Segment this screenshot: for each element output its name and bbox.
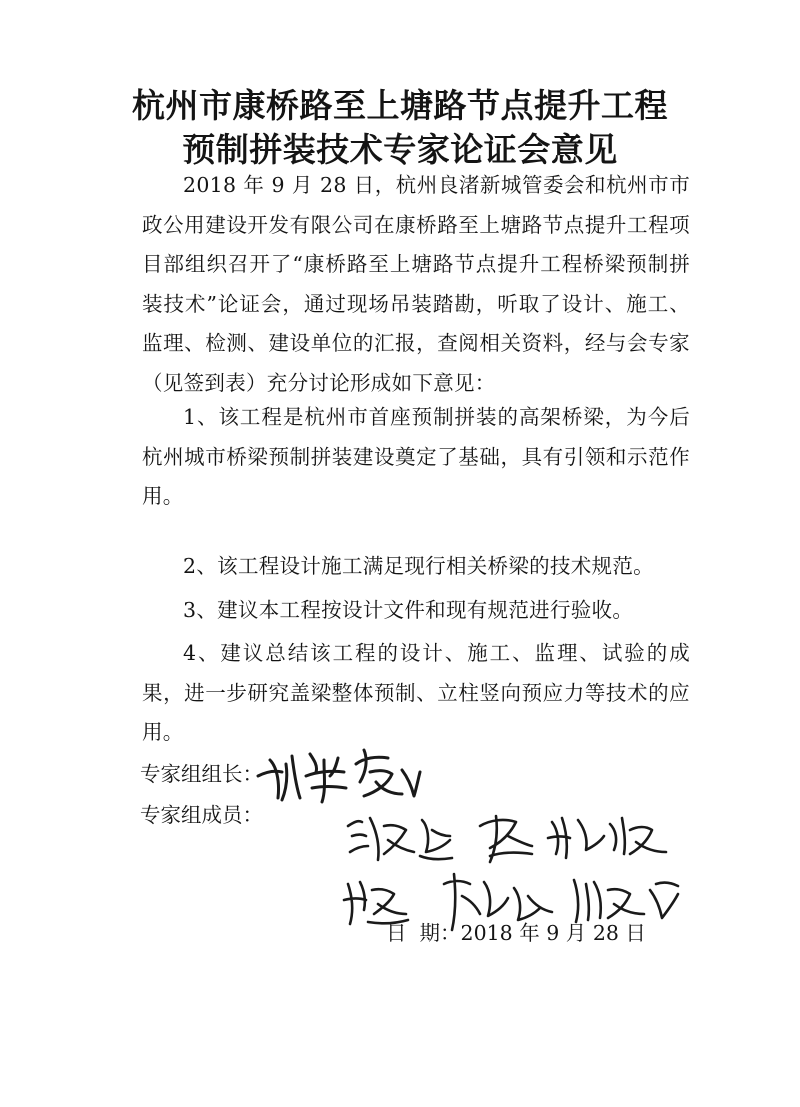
opinion-item-1: 1、该工程是杭州市首座预制拼装的高架桥梁，为今后杭州城市桥梁预制拼装建设奠定了基础，具有引领和示范作用。 xyxy=(142,405,690,508)
intro-paragraph: 2018 年 9 月 28 日，杭州良渚新城管委会和杭州市市政公用建设开发有限公司在康桥路至上塘路节点提升工程项目部组织召开了“康桥路至上塘路节点提升工程桥梁预制拼装技术”论证会，通过现场吊装踏勘，听取了设计、施工、监理、检测、建设单位的汇报，查阅相关资料，经与会专家（见签到表）充分讨论形成如下意见： xyxy=(142,173,690,395)
date-line xyxy=(386,918,646,948)
document-title-line-2: 预制拼装技术专家论证会意见 xyxy=(182,130,618,169)
date-value: 2018 年 9 月 28 日 xyxy=(460,921,646,945)
leader-label: 专家组组长： xyxy=(140,762,263,786)
date-label: 日 期： xyxy=(386,921,461,945)
opinion-item-4: 4、建议总结该工程的设计、施工、监理、试验的成果，进一步研究盖梁整体预制、立柱竖向预应力等技术的应用。 xyxy=(142,641,690,744)
members-label: 专家组成员： xyxy=(140,803,263,827)
opinion-item-2: 2、该工程设计施工满足现行相关桥梁的技术规范。 xyxy=(183,554,654,578)
opinion-item-3: 3、建议本工程按设计文件和现有规范进行验收。 xyxy=(183,598,634,622)
document-title-line-1: 杭州市康桥路至上塘路节点提升工程 xyxy=(132,86,668,125)
